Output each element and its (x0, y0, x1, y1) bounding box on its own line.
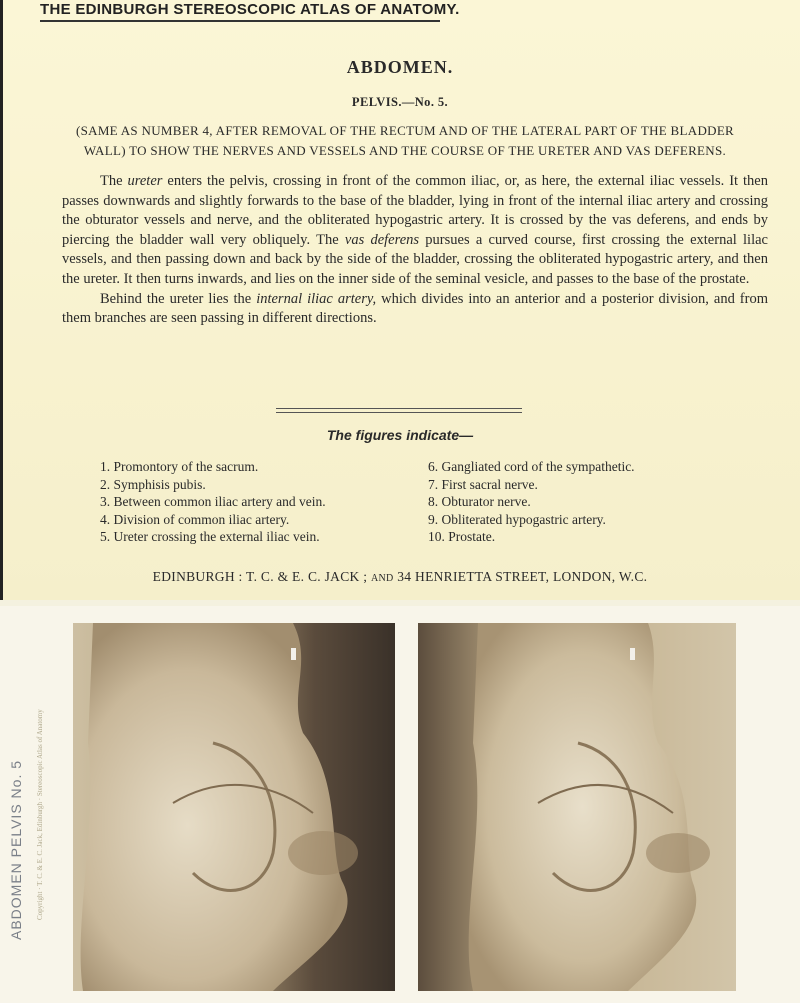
legend-item: 4. Division of common iliac artery. (100, 511, 290, 527)
specimen-note: (SAME AS NUMBER 4, AFTER REMOVAL OF THE RECTUM AND OF THE LATERAL PART OF THE BLADDER WALL) TO SHOW THE NERVES AND VESSELS AND THE COURSE OF THE URETER AND VAS DEFERENS. (75, 123, 735, 158)
legend-right (428, 458, 635, 546)
card-copyright: Copyright · T. C. & E. C. Jack, Edinburgh · Stereoscopic Atlas of Anatomy (36, 709, 44, 920)
stereo-photo-right (418, 623, 736, 991)
text: pursues a curved course, first crossing the external lilac vessels, and then passing down and back by the side of the bladder, crossing the obliterated hypogastric artery, and then the ureter. It then turns inwards, and lies on the inner side of the seminal vesicle, and passes to the base of the prostate. (62, 231, 768, 287)
legend-item: 3. Between common iliac artery and vein. (100, 494, 326, 509)
legend-item: 5. Ureter crossing the external iliac vein. (100, 529, 320, 544)
publisher-and: AND (370, 573, 394, 584)
stereo-photo-left (73, 623, 395, 991)
term-internal-iliac: internal iliac artery, (256, 290, 377, 307)
page-title: ABDOMEN. (346, 57, 454, 77)
legend-item: 6. Gangliated cord of the sympathetic. (428, 459, 635, 474)
figures-heading: The figures indicate— (326, 427, 474, 443)
legend-item: 8. Obturator nerve. (428, 494, 531, 509)
publisher-address: 34 HENRIETTA STREET, LONDON, W.C. (397, 569, 648, 584)
paragraph-iliac (62, 290, 768, 329)
series-title: THE EDINBURGH STEREOSCOPIC ATLAS OF ANATOMY. (40, 1, 460, 18)
section-divider (276, 408, 522, 413)
legend-item: 2. Symphisis pubis. (100, 476, 206, 492)
text: enters the pelvis, crossing in front of the common iliac, or, as here, the external iliac vessels. It then passes downwards and slightly forwards to the base of the bladder, lying in front of the internal iliac artery and crossing the obturator vessels and nerve, and the obliterated hypogastric artery. It is crossed by the vas deferens, and ends by piercing the bladder wall very obliquely. The (62, 173, 768, 248)
pin-marker (291, 648, 296, 660)
header-rule (40, 20, 440, 22)
term-ureter: ureter (127, 173, 163, 189)
page-edge (0, 0, 3, 600)
legend-item: 10. Prostate. (428, 529, 496, 544)
publisher-city: EDINBURGH : T. C. & E. C. JACK ; (152, 569, 368, 584)
description (62, 172, 768, 329)
legend-item: 7. First sacral nerve. (428, 476, 538, 492)
text: which divides into an anterior and a posterior division, and from them branches are seen passing in different directions. (62, 290, 768, 327)
legend-item: 9. Obliterated hypogastric artery. (428, 511, 606, 527)
text: Behind the ureter lies the (100, 290, 257, 307)
legend-item: 1. Promontory of the sacrum. (100, 459, 259, 474)
card-side-label: ABDOMEN PELVIS No. 5 (8, 759, 24, 940)
page-subtitle: PELVIS.—No. 5. (351, 95, 449, 109)
term-vas-deferens: vas deferens (344, 231, 420, 248)
publisher-line (0, 569, 800, 585)
text: The (100, 173, 128, 189)
pin-marker (630, 648, 635, 660)
paragraph-ureter (62, 172, 768, 290)
legend-left (100, 458, 326, 546)
